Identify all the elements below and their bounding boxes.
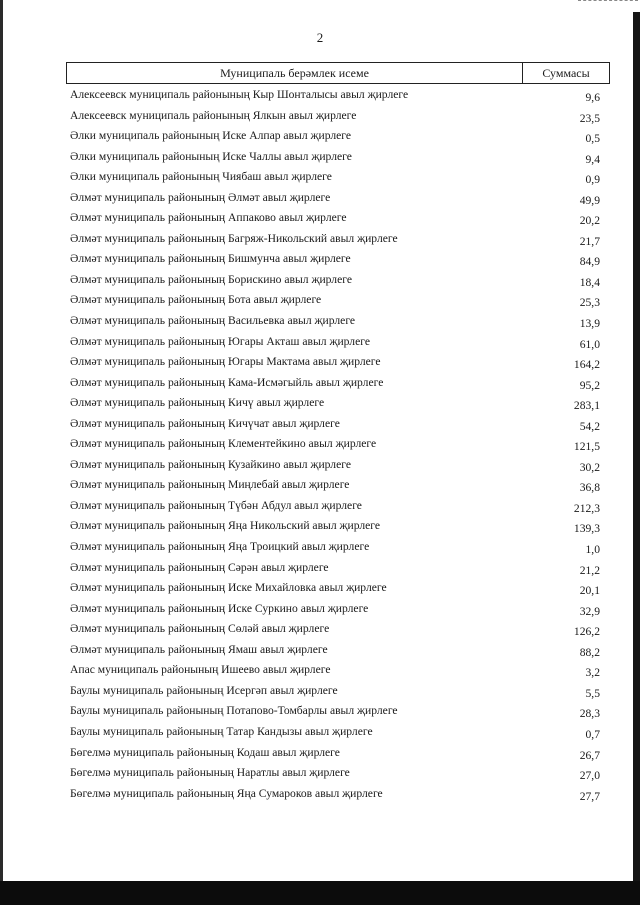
row-name: Баулы муниципаль районының Исергәп авыл җирлеге xyxy=(70,683,338,697)
row-name: Әлки муниципаль районының Иске Чаллы авыл җирлеге xyxy=(70,149,352,163)
row-name: Әлмәт муниципаль районының Кичү авыл җирлеге xyxy=(70,396,325,410)
row-amount: 0,9 xyxy=(585,173,600,187)
row-amount: 121,5 xyxy=(573,440,600,454)
row-amount: 21,2 xyxy=(579,563,600,577)
row-amount: 54,2 xyxy=(579,419,600,433)
row-amount: 9,4 xyxy=(585,152,600,166)
row-name: Әлмәт муниципаль районының Яңа Троицкий авыл җирлеге xyxy=(70,540,370,554)
row-amount: 3,2 xyxy=(585,666,600,680)
row-name: Әлмәт муниципаль районының Борискино авыл җирлеге xyxy=(70,272,352,286)
table-body xyxy=(0,86,640,805)
table-row xyxy=(0,107,640,128)
row-amount: 23,5 xyxy=(579,111,600,125)
row-name: Баулы муниципаль районының Потапово-Томбарлы авыл җирлеге xyxy=(70,704,398,718)
row-amount: 95,2 xyxy=(579,378,600,392)
row-name: Әлмәт муниципаль районының Түбән Абдул авыл җирлеге xyxy=(70,498,362,512)
table-row xyxy=(0,641,640,662)
table-row xyxy=(0,579,640,600)
page-number: 2 xyxy=(316,30,324,45)
table-row xyxy=(0,209,640,230)
table-row xyxy=(0,476,640,497)
row-amount: 9,6 xyxy=(585,91,600,104)
row-name: Әлмәт муниципаль районының Багряж-Никольский авыл җирлеге xyxy=(70,231,398,245)
row-name: Бөгелмә муниципаль районының Наратлы авыл җирлеге xyxy=(70,766,350,780)
table-row xyxy=(0,333,640,354)
table-row xyxy=(0,600,640,621)
row-amount: 13,9 xyxy=(579,317,600,331)
row-name: Әлмәт муниципаль районының Бишмунча авыл җирлеге xyxy=(70,252,351,266)
table-row xyxy=(0,744,640,765)
row-name: Әлмәт муниципаль районының Кузайкино авыл җирлеге xyxy=(70,457,351,471)
row-amount: 21,7 xyxy=(579,234,600,248)
table-row xyxy=(0,456,640,477)
row-name: Әлмәт муниципаль районының Яңа Никольский авыл җирлеге xyxy=(70,519,381,533)
row-name: Әлмәт муниципаль районының Бота авыл җирлеге xyxy=(70,293,322,307)
row-amount: 27,0 xyxy=(579,769,600,783)
table-row xyxy=(0,230,640,251)
table-row xyxy=(0,374,640,395)
row-name: Әлмәт муниципаль районының Иске Михайловка авыл җирлеге xyxy=(70,581,387,595)
row-amount: 28,3 xyxy=(579,707,600,721)
row-amount: 36,8 xyxy=(579,481,600,495)
table-row xyxy=(0,189,640,210)
table-row xyxy=(0,353,640,374)
scan-top-mark xyxy=(578,0,638,4)
row-name: Алексеевск муниципаль районының Кыр Шонталысы авыл җирлеге xyxy=(70,88,409,101)
row-amount: 84,9 xyxy=(579,255,600,269)
row-name: Әлмәт муниципаль районының Ямаш авыл җирлеге xyxy=(70,642,328,656)
row-name: Әлки муниципаль районының Чиябаш авыл җирлеге xyxy=(70,170,332,184)
row-amount: 30,2 xyxy=(579,460,600,474)
row-amount: 283,1 xyxy=(573,399,600,413)
table-row xyxy=(0,168,640,189)
row-name: Әлмәт муниципаль районының Иске Суркино авыл җирлеге xyxy=(70,601,369,615)
row-name: Әлмәт муниципаль районының Клементейкино авыл җирлеге xyxy=(70,437,377,451)
table-row xyxy=(0,620,640,641)
table-row xyxy=(0,764,640,785)
row-amount: 25,3 xyxy=(579,296,600,310)
table-row xyxy=(0,250,640,271)
column-header-sum: Суммасы xyxy=(542,66,590,80)
row-name: Бөгелмә муниципаль районының Кодаш авыл җирлеге xyxy=(70,745,340,759)
row-name: Әлки муниципаль районының Иске Алпар авыл җирлеге xyxy=(70,129,352,143)
table-row xyxy=(0,661,640,682)
table-row xyxy=(0,312,640,333)
row-amount: 20,2 xyxy=(579,214,600,228)
table-row xyxy=(0,785,640,806)
row-amount: 88,2 xyxy=(579,645,600,659)
row-name: Әлмәт муниципаль районының Әлмәт авыл җирлеге xyxy=(70,190,331,204)
table-row xyxy=(0,435,640,456)
row-amount: 126,2 xyxy=(573,625,600,639)
table-row xyxy=(0,86,640,107)
row-amount: 164,2 xyxy=(573,358,600,372)
row-amount: 49,9 xyxy=(579,193,600,207)
column-header-name: Муниципаль берәмлек исеме xyxy=(67,63,523,83)
table-row xyxy=(0,148,640,169)
scan-bottom-border xyxy=(0,881,640,905)
row-amount: 26,7 xyxy=(579,748,600,762)
table-row xyxy=(0,271,640,292)
row-name: Әлмәт муниципаль районының Кама-Исмәгыйль авыл җирлеге xyxy=(70,375,384,389)
row-amount: 139,3 xyxy=(573,522,600,536)
table-row xyxy=(0,497,640,518)
table-row xyxy=(0,517,640,538)
row-amount: 1,0 xyxy=(585,543,600,557)
row-amount: 32,9 xyxy=(579,604,600,618)
row-name: Әлмәт муниципаль районының Югары Мактама авыл җирлеге xyxy=(70,355,381,369)
row-name: Апас муниципаль районының Ишеево авыл җирлеге xyxy=(70,663,331,677)
row-name: Әлмәт муниципаль районының Сәрән авыл җирлеге xyxy=(70,560,329,574)
row-name: Алексеевск муниципаль районының Ялкын авыл җирлеге xyxy=(70,108,357,122)
table-header xyxy=(66,62,610,84)
row-name: Бөгелмә муниципаль районының Яңа Сумароков авыл җирлеге xyxy=(70,786,383,800)
table-row xyxy=(0,723,640,744)
row-amount: 20,1 xyxy=(579,584,600,598)
table-row xyxy=(0,682,640,703)
row-name: Баулы муниципаль районының Татар Кандызы авыл җирлеге xyxy=(70,724,373,738)
row-amount: 5,5 xyxy=(585,686,600,700)
table-row xyxy=(0,415,640,436)
table-row xyxy=(0,702,640,723)
row-name: Әлмәт муниципаль районының Кичүчат авыл җирлеге xyxy=(70,416,340,430)
row-name: Әлмәт муниципаль районының Васильевка авыл җирлеге xyxy=(70,314,356,328)
row-name: Әлмәт муниципаль районының Сөләй авыл җирлеге xyxy=(70,622,330,636)
scan-left-edge xyxy=(0,0,3,905)
table-row xyxy=(0,127,640,148)
table-row xyxy=(0,291,640,312)
row-name: Әлмәт муниципаль районының Аппаково авыл җирлеге xyxy=(70,211,347,225)
row-amount: 0,7 xyxy=(585,727,600,741)
row-amount: 18,4 xyxy=(579,275,600,289)
row-amount: 27,7 xyxy=(579,789,600,803)
table-row xyxy=(0,559,640,580)
row-name: Әлмәт муниципаль районының Миңлебай авыл җирлеге xyxy=(70,478,350,492)
scan-right-edge xyxy=(633,12,640,881)
row-amount: 212,3 xyxy=(573,501,600,515)
row-name: Әлмәт муниципаль районының Югары Акташ авыл җирлеге xyxy=(70,334,370,348)
table-row xyxy=(0,394,640,415)
row-amount: 0,5 xyxy=(585,132,600,146)
table-row xyxy=(0,538,640,559)
row-amount: 61,0 xyxy=(579,337,600,351)
